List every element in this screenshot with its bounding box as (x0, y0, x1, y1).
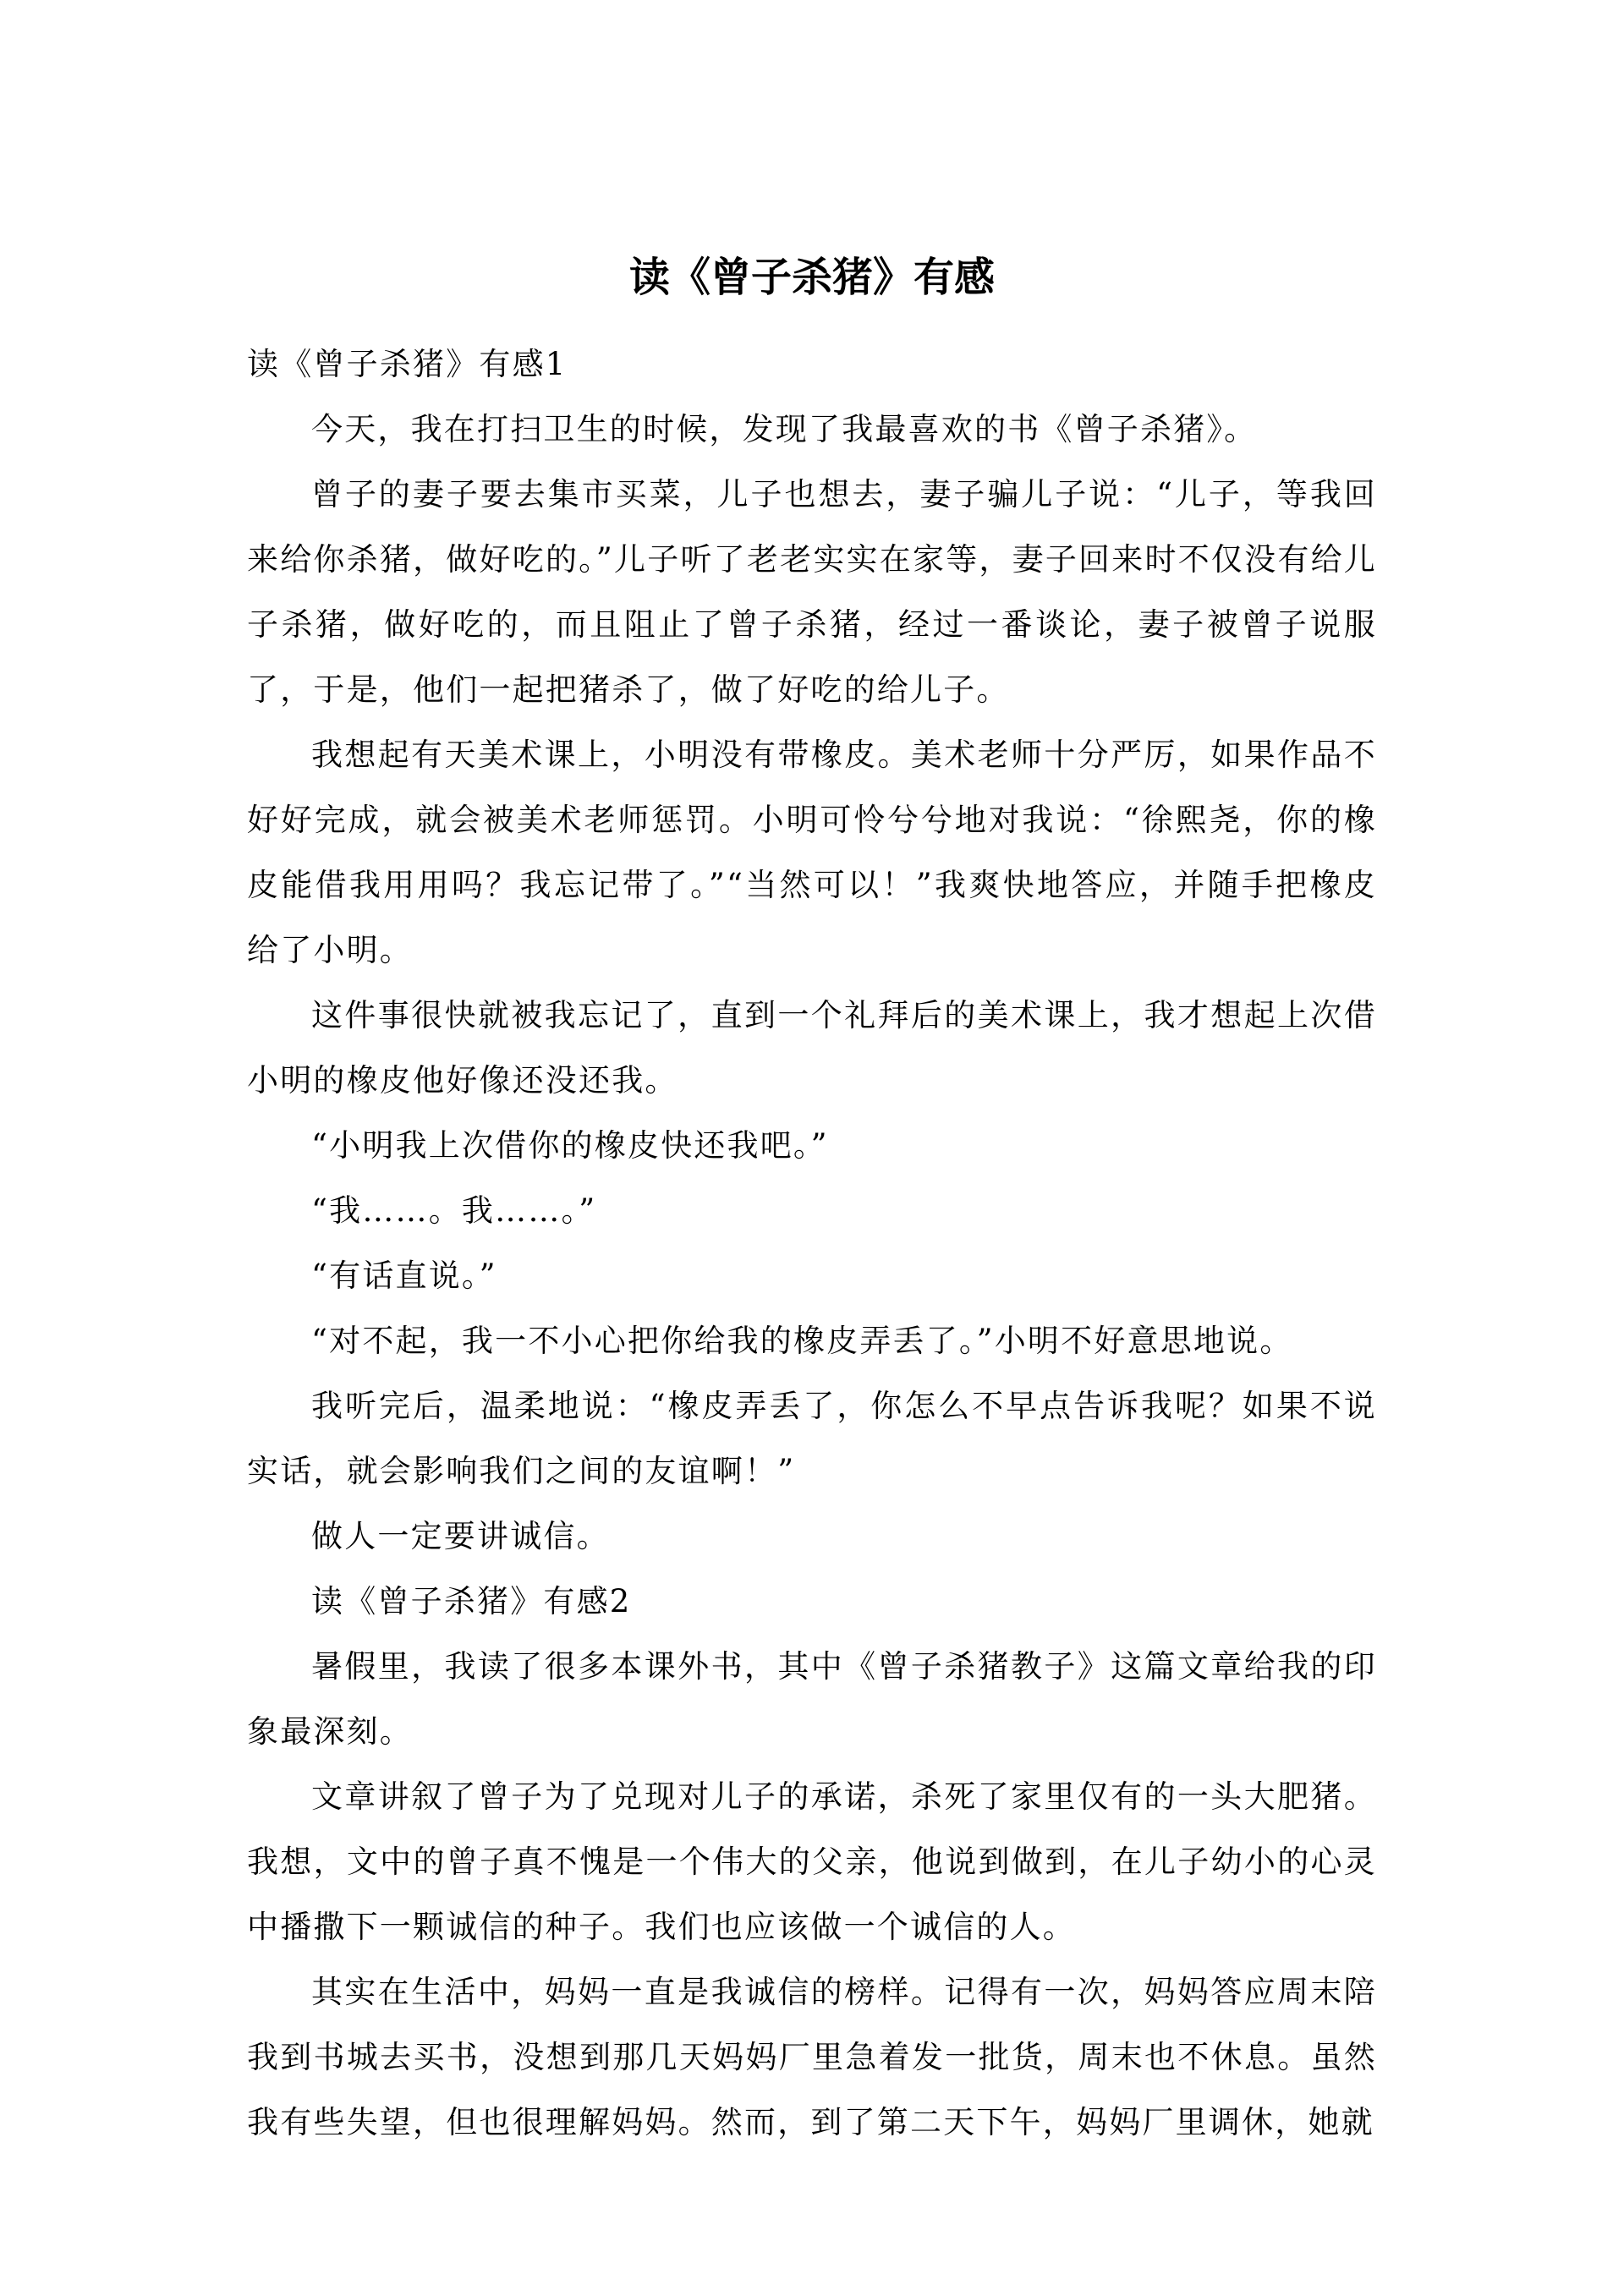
dialogue-line: “小明我上次借你的橡皮快还我吧。” (311, 1127, 829, 1164)
dialogue-line: “有话直说。” (311, 1258, 497, 1294)
paragraph: 做人一定要讲诚信。 (311, 1518, 610, 1554)
section-heading-1: 读《曾子杀猪》有感1 (247, 346, 568, 382)
dialogue-line: “我……。我……。” (311, 1192, 597, 1229)
paragraph: 今天，我在打扫卫生的时候，发现了我最喜欢的书《曾子杀猪》。 (311, 411, 1258, 447)
paragraph: 其实在生活中，妈妈一直是我诚信的榜样。记得有一次，妈妈答应周末陪我到书城去买书，没想到那几天妈妈厂里急着发一批货，周末也不休息。虽然我有些失望，但也很理解妈妈。然而，到了第二天下午，妈妈厂里调休，她就 (247, 1974, 1377, 2140)
paragraph: 暑假里，我读了很多本课外书，其中《曾子杀猪教子》这篇文章给我的印象最深刻。 (247, 1648, 1377, 1750)
document-title: 读《曾子杀猪》有感 (628, 254, 995, 301)
paragraph: 曾子的妻子要去集市买菜，儿子也想去，妻子骗儿子说：“儿子，等我回来给你杀猪，做好吃的。”儿子听了老老实实在家等，妻子回来时不仅没有给儿子杀猪，做好吃的，而且阻止了曾子杀猪，经过一番谈论，妻子被曾子说服了，于是，他们一起把猪杀了，做了好吃的给儿子。 (247, 476, 1377, 708)
paragraph: 我听完后，温柔地说：“橡皮弄丢了，你怎么不早点告诉我呢？如果不说实话，就会影响我们之间的友谊啊！” (247, 1388, 1377, 1489)
document-body (247, 332, 1377, 2155)
paragraph: 文章讲叙了曾子为了兑现对儿子的承诺，杀死了家里仅有的一头大肥猪。我想，文中的曾子真不愧是一个伟大的父亲，他说到做到，在儿子幼小的心灵中播撒下一颗诚信的种子。我们也应该做一个诚信的人。 (247, 1778, 1377, 1945)
section-heading-2: 读《曾子杀猪》有感2 (311, 1583, 632, 1619)
dialogue-line: “对不起，我一不小心把你给我的橡皮弄丢了。”小明不好意思地说。 (311, 1323, 1293, 1359)
paragraph: 我想起有天美术课上，小明没有带橡皮。美术老师十分严厉，如果作品不好好完成，就会被美术老师惩罚。小明可怜兮兮地对我说：“徐熙尧，你的橡皮能借我用用吗？我忘记带了。”“当然可以！”我爽快地答应，并随手把橡皮给了小明。 (247, 737, 1377, 968)
paragraph: 这件事很快就被我忘记了，直到一个礼拜后的美术课上，我才想起上次借小明的橡皮他好像还没还我。 (247, 997, 1377, 1099)
